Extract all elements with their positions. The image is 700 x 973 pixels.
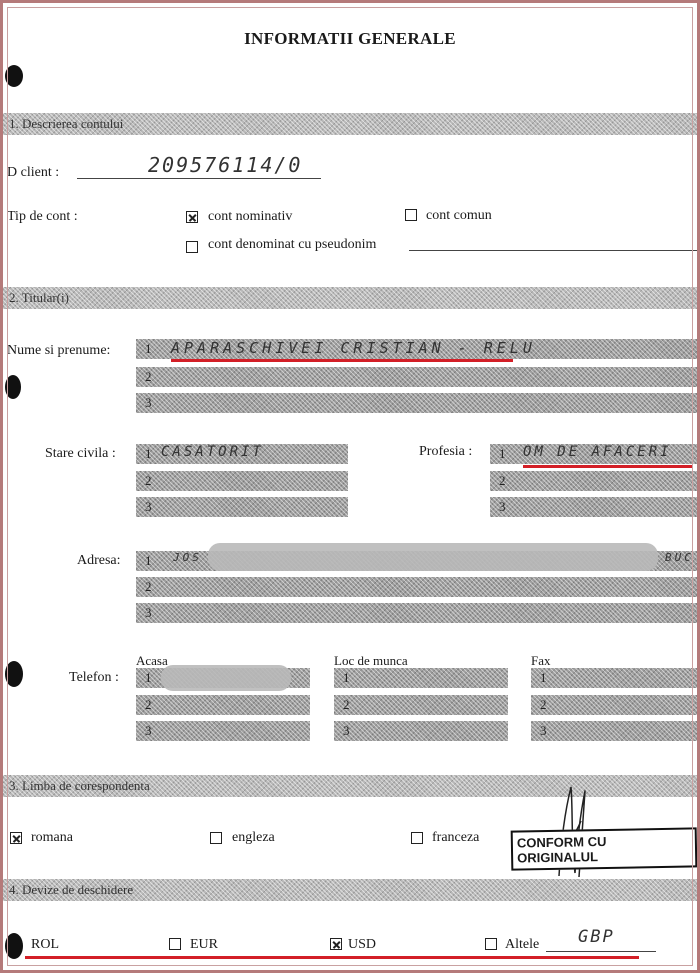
nominal-account-label: cont nominativ [208,209,293,224]
work-phone-field-1[interactable] [334,668,508,688]
row-number: 3 [499,499,506,514]
section-header-currency [3,879,697,901]
engleza-label: engleza [232,830,275,845]
fax-field-3[interactable] [531,721,700,741]
section-header-holder [3,287,697,309]
row-number: 1 [145,670,152,685]
civil-status-value: CASATORIT [161,444,264,460]
altele-label: Altele [505,937,540,952]
row-number: 2 [145,473,152,488]
address-end: BUC [665,551,694,564]
section-header-account [3,113,697,135]
phone-label: Telefon : [69,670,119,685]
row-number: 2 [145,579,152,594]
eur-label: EUR [190,937,218,952]
franceza-checkbox[interactable] [411,832,423,844]
romana-checkbox[interactable] [10,832,22,844]
work-phone-header: Loc de munca [334,653,408,668]
name-value: APARASCHIVEI CRISTIAN - RELU [171,339,536,357]
row-number: 2 [540,697,547,712]
account-type-label: Tip de cont : [7,209,78,224]
row-number: 1 [343,670,350,685]
fax-field-2[interactable] [531,695,700,715]
ink-blot [5,661,23,687]
profession-value: OM DE AFACERI [523,444,672,460]
profession-label: Profesia : [419,444,473,459]
row-number: 2 [145,369,152,384]
client-id-line [77,178,321,179]
ink-blot [5,933,23,959]
altele-line [546,951,656,952]
rol-label: ROL [31,937,59,952]
civil-status-field-2[interactable] [136,471,348,491]
name-field-3[interactable] [136,393,700,413]
common-account-label: cont comun [426,208,492,223]
engleza-checkbox[interactable] [210,832,222,844]
row-number: 2 [145,697,152,712]
home-phone-field-3[interactable] [136,721,310,741]
address-start: JOS [173,551,202,564]
red-underline [523,465,693,468]
address-field-3[interactable] [136,603,700,623]
row-number: 3 [145,605,152,620]
row-number: 3 [145,499,152,514]
section-title: 1. Descrierea contului [9,116,124,131]
eur-checkbox[interactable] [169,938,181,950]
row-number: 3 [343,723,350,738]
home-phone-field-2[interactable] [136,695,310,715]
common-account-checkbox[interactable] [405,209,417,221]
row-number: 3 [145,723,152,738]
pseudonym-line [409,250,699,251]
client-id-label: D client : [7,165,60,180]
row-number: 2 [499,473,506,488]
usd-checkbox[interactable] [330,938,342,950]
fax-header: Fax [531,653,551,668]
row-number: 3 [145,395,152,410]
section-header-language [3,775,697,797]
section-title: 3. Limba de corespondenta [9,778,150,793]
address-field-2[interactable] [136,577,700,597]
address-label: Adresa: [77,553,121,568]
row-number: 1 [499,446,506,461]
altele-checkbox[interactable] [485,938,497,950]
section-title: 2. Titular(i) [9,290,69,305]
work-phone-field-2[interactable] [334,695,508,715]
usd-label: USD [348,937,377,952]
red-underline [25,956,639,959]
pseudonym-account-checkbox[interactable] [186,241,198,253]
profession-field-2[interactable] [490,471,700,491]
row-number: 1 [145,446,152,461]
certified-copy-stamp: CONFORM CU ORIGINALUL [511,827,698,870]
nominal-account-checkbox[interactable] [186,211,198,223]
franceza-label: franceza [432,830,480,845]
section-title: 4. Devize de deschidere [9,882,134,897]
row-number: 1 [145,553,152,568]
ink-blot [5,65,23,87]
civil-status-field-3[interactable] [136,497,348,517]
row-number: 1 [540,670,547,685]
profession-field-3[interactable] [490,497,700,517]
pseudonym-account-label: cont denominat cu pseudonim [208,237,377,252]
red-underline [171,359,513,362]
row-number: 1 [145,341,152,356]
work-phone-field-3[interactable] [334,721,508,741]
home-phone-header: Acasa [136,653,168,668]
row-number: 3 [540,723,547,738]
row-number: 2 [343,697,350,712]
name-field-2[interactable] [136,367,700,387]
ink-blot [5,375,21,399]
page-title: INFORMATII GENERALE [244,29,456,48]
civil-status-label: Stare civila : [45,446,116,461]
redacted-phone [161,665,291,691]
romana-label: romana [31,830,73,845]
name-label: Nume si prenume: [7,343,111,358]
redacted-address [208,543,658,571]
altele-value[interactable]: GBP [578,927,615,947]
client-id-value[interactable]: 209576114/0 [148,153,303,177]
fax-field-1[interactable] [531,668,700,688]
